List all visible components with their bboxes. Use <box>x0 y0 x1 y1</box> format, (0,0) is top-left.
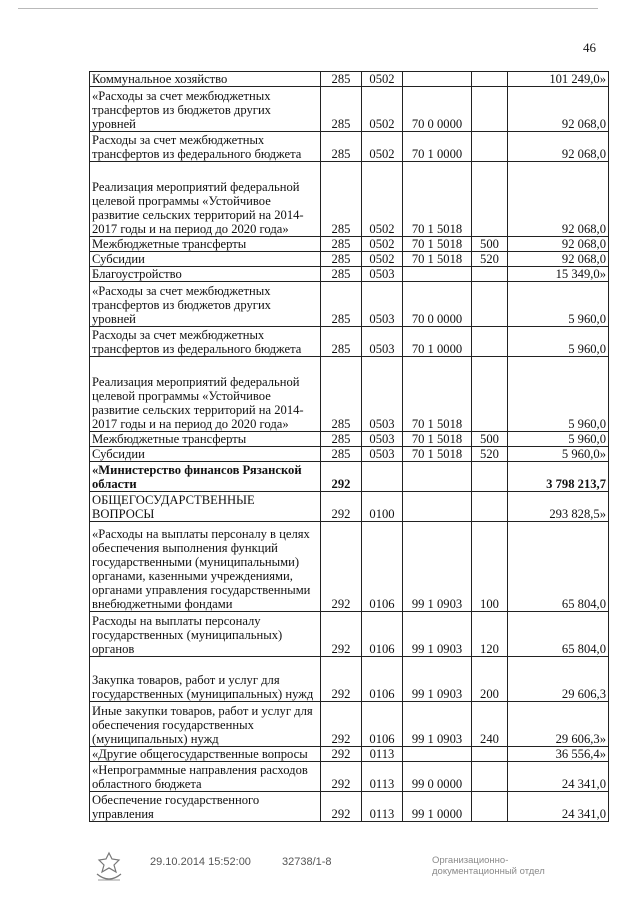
row-target-code <box>403 462 472 492</box>
row-amount: 29 606,3 <box>508 657 609 702</box>
row-expense-type: 120 <box>472 612 508 657</box>
row-ved-code: 285 <box>321 267 362 282</box>
department-note-line1: Организационно- <box>432 855 509 866</box>
row-section-code: 0503 <box>362 447 403 462</box>
table-row <box>90 327 609 357</box>
page-number: 46 <box>583 40 596 55</box>
row-section-code: 0113 <box>362 747 403 762</box>
row-name: Субсидии <box>90 447 321 462</box>
row-amount: 15 349,0» <box>508 267 609 282</box>
row-ved-code: 292 <box>321 492 362 522</box>
row-ved-code: 292 <box>321 612 362 657</box>
row-name: Обеспечение государственного управления <box>90 792 321 822</box>
row-amount: 29 606,3» <box>508 702 609 747</box>
row-name: «Расходы на выплаты персоналу в целях обеспечения выполнения функций государственными (муниципальными) органами, казенными учреждениями, органами управления государственными внебюджетными фондами <box>90 522 321 612</box>
budget-table <box>89 71 609 822</box>
row-target-code: 99 1 0903 <box>403 657 472 702</box>
row-expense-type: 520 <box>472 252 508 267</box>
row-expense-type <box>472 327 508 357</box>
row-ved-code: 292 <box>321 702 362 747</box>
row-section-code: 0100 <box>362 492 403 522</box>
row-amount: 101 249,0» <box>508 72 609 87</box>
row-amount: 65 804,0 <box>508 522 609 612</box>
row-amount: 3 798 213,7 <box>508 462 609 492</box>
row-section-code: 0502 <box>362 87 403 132</box>
row-expense-type <box>472 87 508 132</box>
row-ved-code: 292 <box>321 762 362 792</box>
row-amount: 5 960,0» <box>508 447 609 462</box>
row-section-code: 0113 <box>362 762 403 792</box>
row-name: «Расходы за счет межбюджетных трансфертов из бюджетов других уровней <box>90 282 321 327</box>
row-ved-code: 285 <box>321 327 362 357</box>
table-row <box>90 267 609 282</box>
row-target-code: 70 1 5018 <box>403 432 472 447</box>
row-name: Реализация мероприятий федеральной целевой программы «Устойчивое развитие сельских территорий на 2014-2017 годы и на период до 2020 года» <box>90 162 321 237</box>
table-row <box>90 87 609 132</box>
row-target-code: 70 1 0000 <box>403 132 472 162</box>
row-amount: 24 341,0 <box>508 792 609 822</box>
row-expense-type <box>472 747 508 762</box>
row-ved-code: 292 <box>321 657 362 702</box>
row-ved-code: 292 <box>321 792 362 822</box>
table-row <box>90 72 609 87</box>
row-section-code: 0503 <box>362 432 403 447</box>
row-ved-code: 292 <box>321 747 362 762</box>
row-target-code: 99 1 0000 <box>403 792 472 822</box>
row-name: «Другие общегосударственные вопросы <box>90 747 321 762</box>
table-row <box>90 747 609 762</box>
row-target-code: 70 1 5018 <box>403 252 472 267</box>
row-name: Реализация мероприятий федеральной целевой программы «Устойчивое развитие сельских территорий на 2014-2017 годы и на период до 2020 года» <box>90 357 321 432</box>
row-ved-code: 285 <box>321 237 362 252</box>
row-amount: 5 960,0 <box>508 327 609 357</box>
row-target-code: 70 1 5018 <box>403 162 472 237</box>
row-amount: 293 828,5» <box>508 492 609 522</box>
row-section-code <box>362 462 403 492</box>
row-target-code: 99 1 0903 <box>403 612 472 657</box>
row-ved-code: 285 <box>321 162 362 237</box>
row-expense-type <box>472 792 508 822</box>
row-section-code: 0502 <box>362 132 403 162</box>
table-row <box>90 702 609 747</box>
table-row <box>90 522 609 612</box>
row-ved-code: 285 <box>321 432 362 447</box>
row-name: «Непрограммные направления расходов областного бюджета <box>90 762 321 792</box>
row-amount: 92 068,0 <box>508 162 609 237</box>
table-row <box>90 762 609 792</box>
row-expense-type: 240 <box>472 702 508 747</box>
row-name: «Расходы за счет межбюджетных трансфертов из бюджетов других уровней <box>90 87 321 132</box>
table-row <box>90 357 609 432</box>
row-section-code: 0503 <box>362 267 403 282</box>
row-amount: 92 068,0 <box>508 252 609 267</box>
table-row <box>90 792 609 822</box>
row-target-code <box>403 747 472 762</box>
row-target-code: 70 1 0000 <box>403 327 472 357</box>
row-section-code: 0503 <box>362 357 403 432</box>
table-row <box>90 492 609 522</box>
department-note <box>432 855 545 877</box>
row-target-code <box>403 72 472 87</box>
row-name: «Министерство финансов Рязанской области <box>90 462 321 492</box>
row-expense-type: 100 <box>472 522 508 612</box>
row-name: Расходы за счет межбюджетных трансфертов из федерального бюджета <box>90 327 321 357</box>
table-row <box>90 237 609 252</box>
row-section-code: 0503 <box>362 282 403 327</box>
row-name: Расходы на выплаты персоналу государственных (муниципальных) органов <box>90 612 321 657</box>
row-section-code: 0502 <box>362 72 403 87</box>
row-target-code: 99 1 0903 <box>403 522 472 612</box>
row-expense-type: 200 <box>472 657 508 702</box>
table-row <box>90 132 609 162</box>
row-target-code <box>403 492 472 522</box>
row-name: Субсидии <box>90 252 321 267</box>
row-amount: 92 068,0 <box>508 87 609 132</box>
row-section-code: 0106 <box>362 522 403 612</box>
emblem-stamp <box>92 850 126 886</box>
row-section-code: 0106 <box>362 612 403 657</box>
row-ved-code: 285 <box>321 447 362 462</box>
row-expense-type <box>472 132 508 162</box>
row-target-code: 70 1 5018 <box>403 357 472 432</box>
row-expense-type: 500 <box>472 237 508 252</box>
row-amount: 92 068,0 <box>508 132 609 162</box>
top-rule <box>18 8 598 9</box>
row-name: Межбюджетные трансферты <box>90 432 321 447</box>
row-section-code: 0106 <box>362 702 403 747</box>
budget-table-body <box>90 72 609 822</box>
row-expense-type <box>472 357 508 432</box>
row-section-code: 0106 <box>362 657 403 702</box>
row-ved-code: 292 <box>321 522 362 612</box>
row-ved-code: 292 <box>321 462 362 492</box>
row-section-code: 0113 <box>362 792 403 822</box>
row-target-code: 70 1 5018 <box>403 447 472 462</box>
table-row <box>90 282 609 327</box>
row-name: Расходы за счет межбюджетных трансфертов из федерального бюджета <box>90 132 321 162</box>
row-amount: 24 341,0 <box>508 762 609 792</box>
row-ved-code: 285 <box>321 252 362 267</box>
row-amount: 36 556,4» <box>508 747 609 762</box>
row-name: Закупка товаров, работ и услуг для государственных (муниципальных) нужд <box>90 657 321 702</box>
row-name: Коммунальное хозяйство <box>90 72 321 87</box>
table-row <box>90 612 609 657</box>
row-expense-type <box>472 762 508 792</box>
row-amount: 5 960,0 <box>508 432 609 447</box>
table-row <box>90 447 609 462</box>
table-row <box>90 162 609 237</box>
row-ved-code: 285 <box>321 357 362 432</box>
row-expense-type <box>472 72 508 87</box>
row-amount: 5 960,0 <box>508 282 609 327</box>
row-target-code: 70 1 5018 <box>403 237 472 252</box>
row-name: Иные закупки товаров, работ и услуг для обеспечения государственных (муниципальных) нужд <box>90 702 321 747</box>
row-target-code: 99 1 0903 <box>403 702 472 747</box>
department-note-line2: документационный отдел <box>432 866 545 877</box>
row-amount: 5 960,0 <box>508 357 609 432</box>
row-amount: 92 068,0 <box>508 237 609 252</box>
row-expense-type <box>472 162 508 237</box>
row-target-code: 70 0 0000 <box>403 282 472 327</box>
row-name: Межбюджетные трансферты <box>90 237 321 252</box>
table-row <box>90 462 609 492</box>
table-row <box>90 252 609 267</box>
row-ved-code: 285 <box>321 72 362 87</box>
row-section-code: 0502 <box>362 252 403 267</box>
row-name: Благоустройство <box>90 267 321 282</box>
footer-timestamp: 29.10.2014 15:52:00 <box>150 856 251 868</box>
row-section-code: 0502 <box>362 162 403 237</box>
table-row <box>90 432 609 447</box>
footer-doc-id: 32738/1-8 <box>282 856 332 868</box>
row-expense-type: 500 <box>472 432 508 447</box>
row-target-code: 99 0 0000 <box>403 762 472 792</box>
row-target-code: 70 0 0000 <box>403 87 472 132</box>
row-amount: 65 804,0 <box>508 612 609 657</box>
row-section-code: 0503 <box>362 327 403 357</box>
row-expense-type <box>472 492 508 522</box>
row-target-code <box>403 267 472 282</box>
row-expense-type <box>472 267 508 282</box>
row-ved-code: 285 <box>321 132 362 162</box>
row-ved-code: 285 <box>321 282 362 327</box>
row-ved-code: 285 <box>321 87 362 132</box>
row-expense-type: 520 <box>472 447 508 462</box>
table-row <box>90 657 609 702</box>
row-section-code: 0502 <box>362 237 403 252</box>
row-name: ОБЩЕГОСУДАРСТВЕННЫЕ ВОПРОСЫ <box>90 492 321 522</box>
row-expense-type <box>472 462 508 492</box>
row-expense-type <box>472 282 508 327</box>
